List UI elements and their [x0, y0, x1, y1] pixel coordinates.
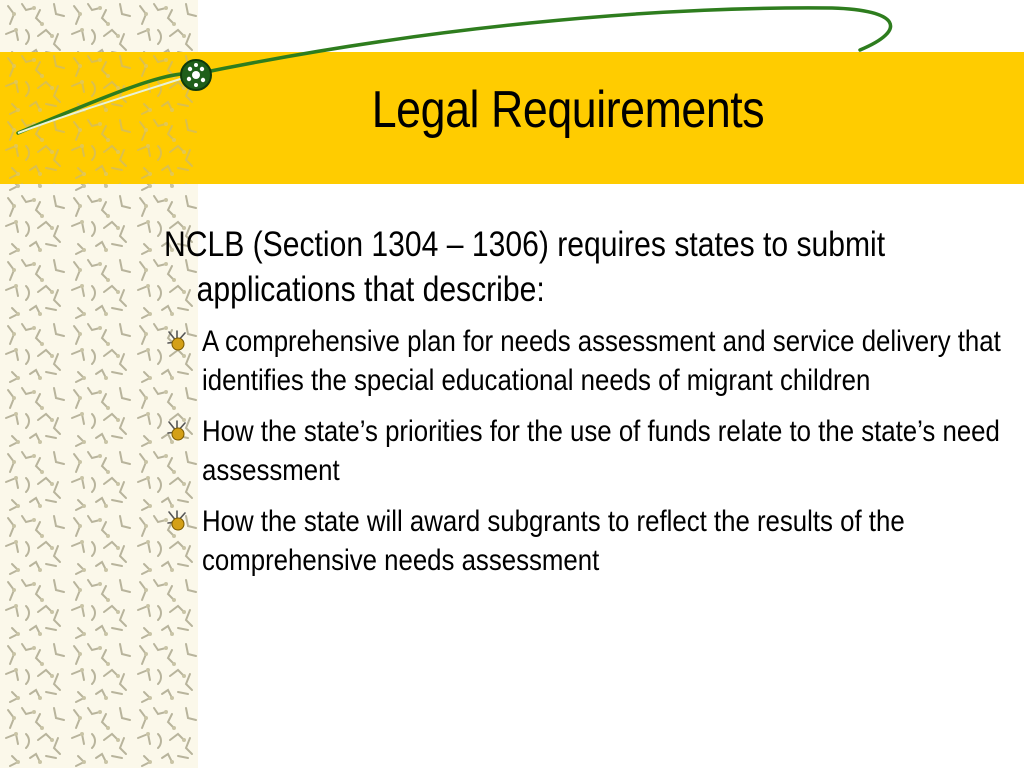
bullet-text: How the state will award subgrants to reflect the results of the comprehensive needs assessment — [202, 505, 905, 577]
bullet-icon — [164, 509, 190, 535]
node-icon — [181, 60, 211, 90]
list-item — [164, 322, 1014, 400]
bullet-text: How the state’s priorities for the use of funds relate to the state’s need assessment — [202, 415, 1000, 487]
bullet-list — [164, 322, 1014, 580]
bullet-text: A comprehensive plan for needs assessment and service delivery that identifies the special educational needs of migrant children — [202, 325, 1001, 397]
bullet-icon — [164, 329, 190, 355]
slide-title: Legal Requirements — [371, 81, 765, 139]
bullet-icon — [164, 419, 190, 445]
slide-body — [164, 222, 1014, 592]
list-item — [164, 412, 1014, 490]
intro-text: NCLB (Section 1304 – 1306) requires states to submit applications that describe: — [164, 225, 886, 309]
list-item — [164, 502, 1014, 580]
